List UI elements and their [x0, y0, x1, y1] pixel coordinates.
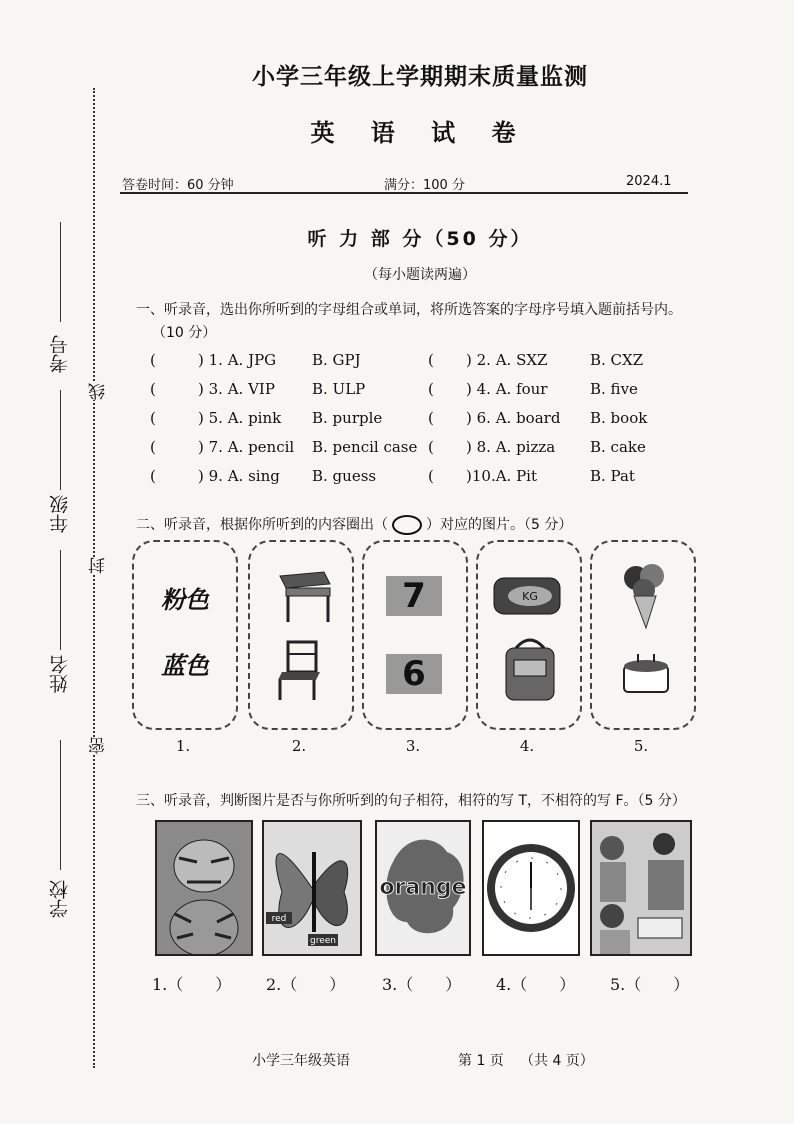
circle-icon — [392, 515, 422, 535]
question-7: ) 7. A. pencil — [198, 438, 295, 456]
name-label: 姓名 — [49, 655, 71, 693]
butterfly-drawing — [264, 822, 360, 954]
picture-card-1[interactable] — [132, 540, 238, 730]
exam-title: 小学三年级上学期期末质量监测 — [252, 64, 588, 90]
option-b: B. guess — [312, 467, 377, 485]
question-row — [150, 409, 690, 437]
card-number-3: 3. — [405, 737, 421, 755]
option-b: B. GPJ — [312, 351, 361, 369]
footer-subject: 小学三年级英语 — [252, 1053, 350, 1069]
picture-card-4[interactable] — [476, 540, 582, 730]
answer-bracket[interactable]: ( — [150, 380, 156, 398]
tiger-drawing — [157, 822, 251, 954]
question-row — [150, 380, 690, 408]
line-mark: 线 — [86, 383, 111, 400]
orange-blob-drawing — [377, 822, 469, 954]
binding-dotted-line — [93, 88, 95, 1068]
question-row — [150, 467, 690, 495]
exam-subtitle: 英 语 试 卷 — [310, 119, 530, 147]
question-9: ) 9. A. sing — [198, 467, 280, 485]
question-2: ) 2. A. SXZ — [466, 351, 548, 369]
question-1: ) 1. A. JPG — [198, 351, 277, 369]
option-b: B. purple — [312, 409, 383, 427]
green-label: green — [310, 936, 336, 946]
clock-picture — [482, 820, 580, 956]
picture-card-5[interactable] — [590, 540, 696, 730]
answer-4[interactable]: 4.（ ） — [496, 975, 576, 994]
answer-bracket[interactable]: ( — [428, 409, 434, 427]
footer-page: 第 1 页 — [458, 1053, 504, 1069]
option-b: B. pencil case — [312, 438, 418, 456]
answer-bracket[interactable]: ( — [150, 467, 156, 485]
listening-note: （每小题读两遍） — [364, 267, 476, 283]
number-six-image: 6 — [386, 654, 442, 694]
cake-icon — [624, 654, 668, 692]
listening-title: 听 力 部 分（50 分） — [307, 228, 533, 250]
card-number-4: 4. — [519, 737, 535, 755]
option-b: B. CXZ — [590, 351, 644, 369]
red-label: red — [271, 914, 287, 924]
question-row — [150, 438, 690, 466]
card-number-1: 1. — [175, 737, 191, 755]
question-3: ) 3. A. VIP — [198, 380, 275, 398]
grade-label: 年级 — [49, 495, 71, 533]
icecream-cake-drawing — [592, 542, 694, 728]
schoolbag-icon — [506, 640, 554, 700]
pencil-case-label: KG — [522, 590, 538, 603]
card-number-5: 5. — [633, 737, 649, 755]
question-10: )10.A. Pit — [466, 467, 537, 485]
clock-icon — [484, 822, 578, 954]
butterfly-picture — [262, 820, 362, 956]
desk-icon — [280, 572, 330, 622]
chair-icon — [278, 642, 320, 700]
pink-word: 粉色 — [161, 586, 209, 614]
option-b: B. cake — [590, 438, 646, 456]
pencil-case-icon — [494, 578, 560, 614]
exam-score: 满分：100 分 — [384, 178, 465, 193]
question-8: ) 8. A. pizza — [466, 438, 556, 456]
tiger-picture — [155, 820, 253, 956]
part2-instruction-end: ）对应的图片。（5 分） — [426, 517, 573, 533]
orange-word: orange — [379, 875, 467, 900]
part2-instruction-start: 二、听录音，根据你所听到的内容圈出（ — [136, 517, 388, 533]
picture-card-2[interactable] — [248, 540, 354, 730]
question-row — [150, 351, 690, 379]
grade-blank — [60, 390, 61, 490]
exam-no-blank — [60, 222, 61, 322]
answer-bracket[interactable]: ( — [428, 467, 434, 485]
option-b: B. book — [590, 409, 648, 427]
blue-word: 蓝色 — [161, 652, 209, 680]
card-number-2: 2. — [291, 737, 307, 755]
exam-time: 答卷时间：60 分钟 — [122, 178, 234, 193]
option-b: B. Pat — [590, 467, 635, 485]
name-blank — [60, 550, 61, 650]
option-b: B. five — [590, 380, 638, 398]
part1-instruction: 一、听录音，选出你所听到的字母组合或单词，将所选答案的字母序号填入题前括号内。 — [136, 302, 682, 318]
answer-bracket[interactable]: ( — [428, 438, 434, 456]
question-4: ) 4. A. four — [466, 380, 548, 398]
school-blank — [60, 740, 61, 870]
footer-total: （共 4 页） — [520, 1053, 594, 1069]
orange-picture — [375, 820, 471, 956]
answer-bracket[interactable]: ( — [150, 438, 156, 456]
part2-instruction — [136, 514, 572, 535]
header-rule — [120, 192, 688, 194]
answer-1[interactable]: 1.（ ） — [152, 975, 232, 994]
exam-no-label: 考号 — [49, 335, 71, 373]
desk-chair-drawing — [250, 542, 352, 728]
picture-card-3[interactable] — [362, 540, 468, 730]
ice-cream-icon — [624, 564, 664, 628]
answer-bracket[interactable]: ( — [428, 380, 434, 398]
answer-3[interactable]: 3.（ ） — [382, 975, 462, 994]
children-drawing — [592, 822, 690, 954]
number-seven-image: 7 — [386, 576, 442, 616]
answer-2[interactable]: 2.（ ） — [266, 975, 346, 994]
question-6: ) 6. A. board — [466, 409, 561, 427]
seal-mark: 封 — [86, 557, 111, 574]
school-label: 学校 — [49, 880, 71, 918]
answer-bracket[interactable]: ( — [150, 409, 156, 427]
exam-date: 2024.1 — [626, 174, 672, 189]
part1-points: （10 分） — [152, 325, 217, 341]
part3-instruction: 三、听录音，判断图片是否与你所听到的句子相符，相符的写 T，不相符的写 F。（5 分） — [136, 793, 686, 809]
answer-bracket[interactable]: ( — [150, 351, 156, 369]
answer-5[interactable]: 5.（ ） — [610, 975, 690, 994]
people-picture — [590, 820, 692, 956]
option-b: B. ULP — [312, 380, 366, 398]
bags-drawing — [478, 542, 580, 728]
secret-mark: 密 — [86, 737, 111, 754]
answer-bracket[interactable]: ( — [428, 351, 434, 369]
question-5: ) 5. A. pink — [198, 409, 282, 427]
